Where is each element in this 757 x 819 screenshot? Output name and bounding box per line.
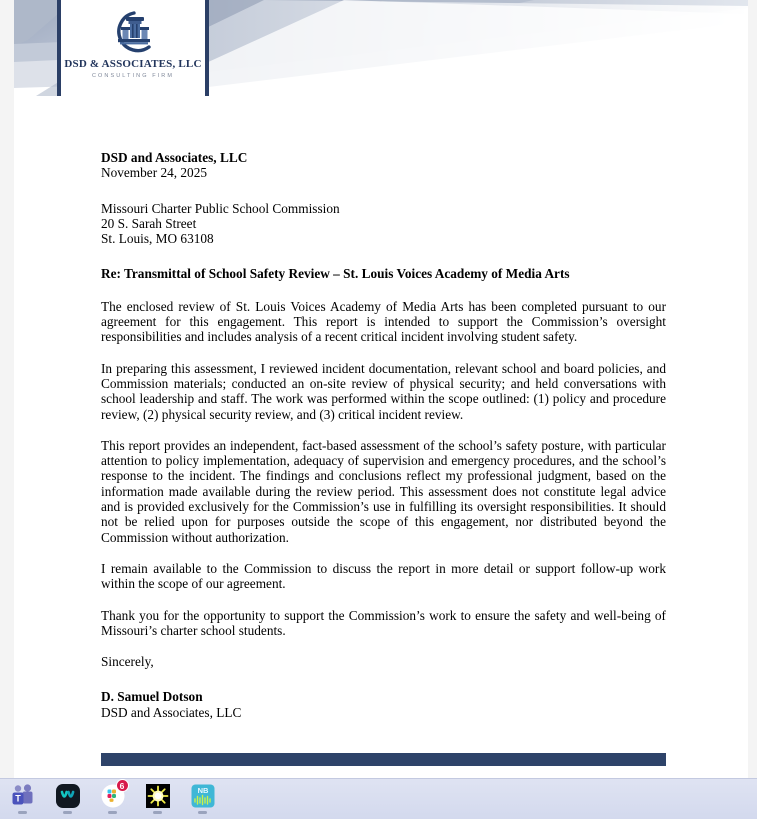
page-gutter-right: [748, 0, 757, 778]
letter-body: [101, 150, 666, 720]
nb-waveform-icon[interactable]: [190, 783, 216, 809]
recipient-city-state-zip: St. Louis, MO 63108: [101, 231, 214, 247]
signature-name: D. Samuel Dotson: [101, 689, 203, 705]
taskbar-item-microsoft-teams[interactable]: [0, 783, 45, 819]
body-paragraph: In preparing this assessment, I reviewed incident documentation, relevant school and board policies, and Commission materials; conducted an on-site review of physical security; and held conversations with school leadership and staff. The work was performed within the scope outlined: (1) policy and procedure review, (2) physical security review, and (3) critical incident review.: [101, 360, 666, 422]
company-logo: [57, 0, 209, 96]
taskbar-item-webex[interactable]: [45, 783, 90, 819]
taskbar-item-slack[interactable]: [90, 783, 135, 819]
page-footer-bar: [101, 753, 666, 766]
signature-company: DSD and Associates, LLC: [101, 704, 242, 720]
webex-icon[interactable]: [55, 783, 81, 809]
sun-burst-icon[interactable]: [145, 783, 171, 809]
page-gutter-left: [0, 0, 14, 778]
running-indicator: [108, 811, 117, 814]
spacer: [101, 246, 666, 266]
logo-tagline: CONSULTING FIRM: [91, 73, 175, 79]
logo-company-name: DSD & ASSOCIATES, LLC: [64, 58, 202, 70]
running-indicator: [198, 811, 207, 814]
taskbar-item-image-viewer[interactable]: [135, 783, 180, 819]
taskbar-item-notebook-audio[interactable]: [180, 783, 225, 819]
taskbar: [0, 778, 757, 819]
document-page: [14, 0, 748, 778]
slack-icon[interactable]: [100, 783, 126, 809]
closing-salutation: Sincerely,: [101, 654, 154, 670]
sender-name: DSD and Associates, LLC: [101, 150, 248, 165]
subject-line: Re: Transmittal of School Safety Review – St. Louis Voices Academy of Media Arts: [101, 266, 570, 282]
svg-text:NB: NB: [197, 786, 208, 795]
recipient-street: 20 S. Sarah Street: [101, 215, 197, 231]
svg-text:T: T: [14, 793, 21, 804]
letter-date: November 24, 2025: [101, 165, 207, 181]
body-paragraph: Thank you for the opportunity to support the Commission’s work to ensure the safety and well-being of Missouri’s charter school students.: [101, 607, 666, 638]
running-indicator: [63, 811, 72, 814]
running-indicator: [18, 811, 27, 814]
teams-icon[interactable]: [10, 783, 36, 809]
recipient-organization: Missouri Charter Public School Commission: [101, 200, 340, 216]
spacer: [101, 669, 666, 689]
classical-columns-icon: [104, 9, 162, 57]
spacer: [101, 181, 666, 201]
running-indicator: [153, 811, 162, 814]
body-paragraph: I remain available to the Commission to discuss the report in more detail or support follow-up work within the scope of our agreement.: [101, 560, 666, 592]
letterhead-banner: [14, 0, 748, 96]
body-paragraph: The enclosed review of St. Louis Voices Academy of Media Arts has been completed pursuant to our agreement for this engagement. This report is intended to support the Commission’s oversight responsibilities and includes analysis of a recent critical incident involving student safety.: [101, 298, 666, 345]
notification-badge: 6: [116, 779, 129, 792]
body-paragraph: This report provides an independent, fact-based assessment of the school’s safety posture, with particular attention to policy implementation, adequacy of supervision and emergency procedures, and the school’s response to the incident. The findings and conclusions reflect my professional judgment, based on the information made available during the review period. This assessment does not constitute legal advice and is provided exclusively for the Commission’s use in fulfilling its oversight responsibilities. It should not be relied upon for purposes outside the scope of this engagement, nor distributed beyond the Commission without authorization.: [101, 437, 666, 545]
